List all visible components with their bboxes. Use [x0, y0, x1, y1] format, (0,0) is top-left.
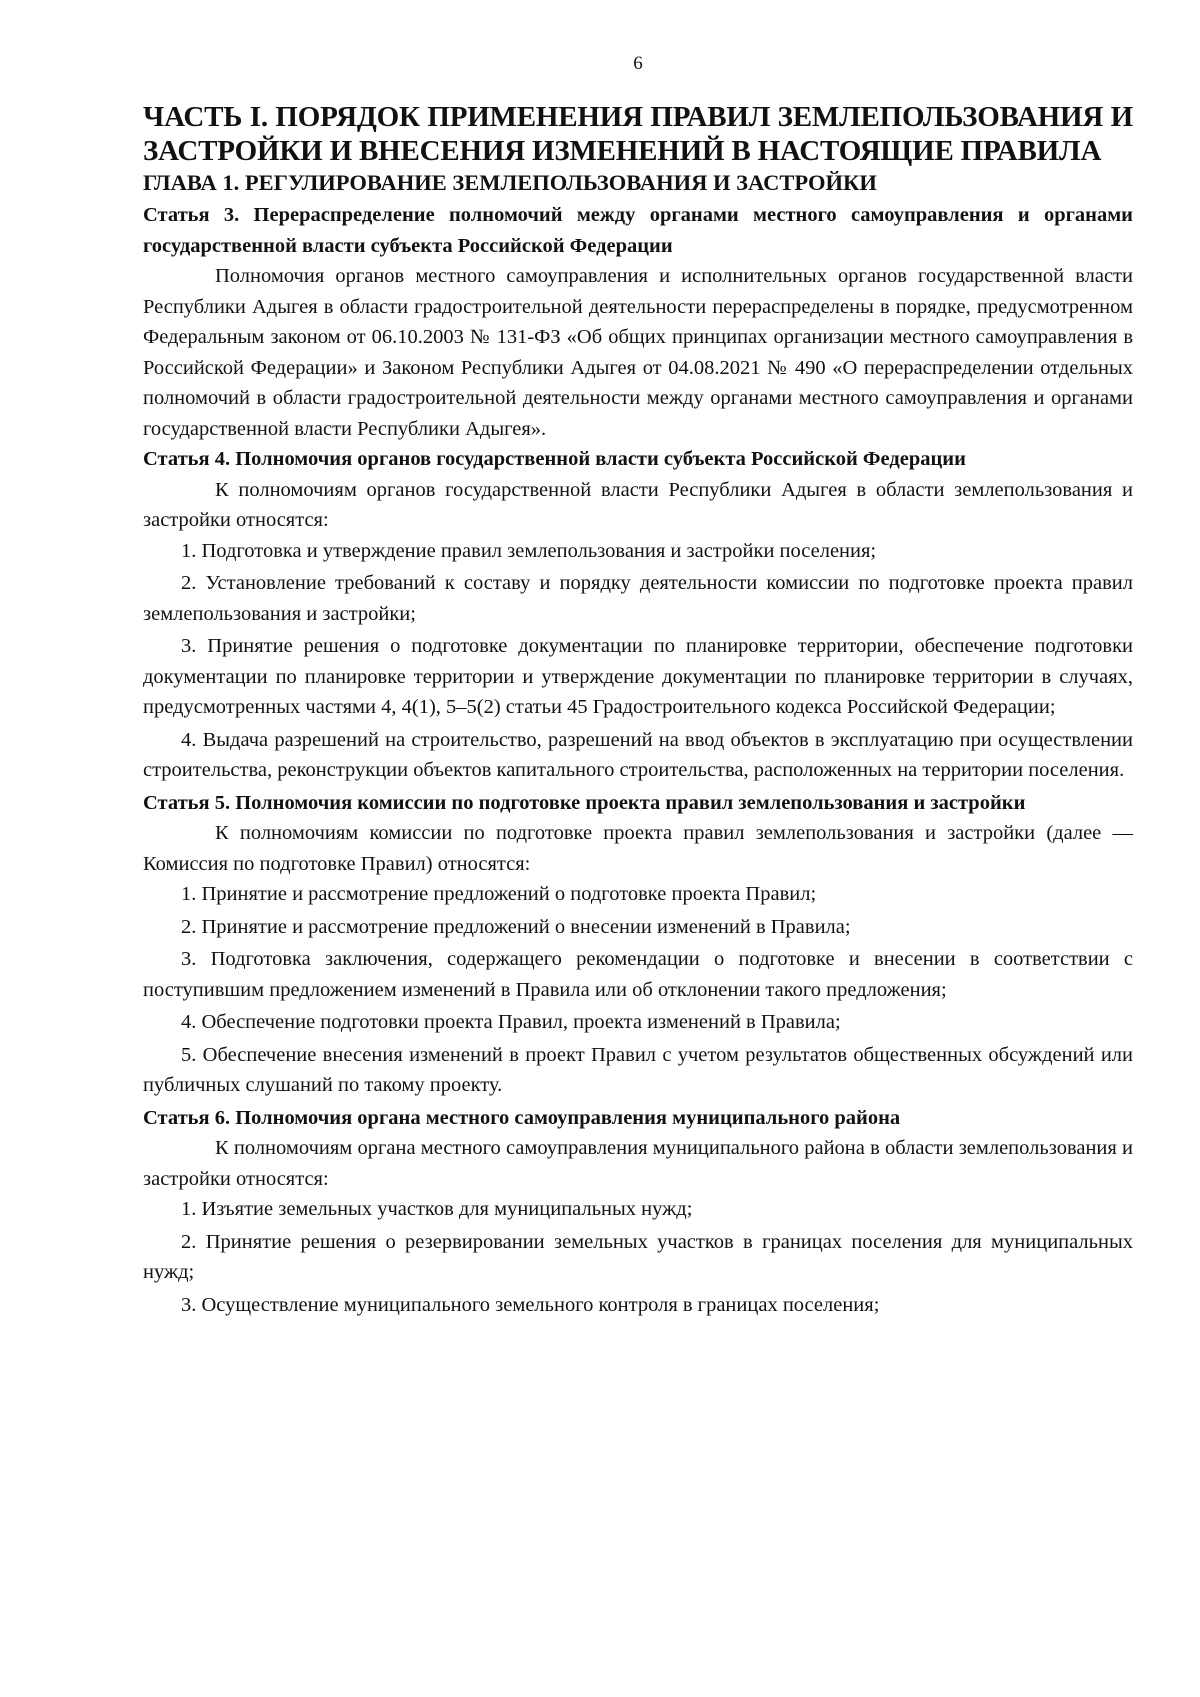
list-item: 4. Обеспечение подготовки проекта Правил, проекта изменений в Правила;: [181, 1011, 841, 1033]
article-6: [143, 1103, 1133, 1321]
part-title: ЧАСТЬ I. ПОРЯДОК ПРИМЕНЕНИЯ ПРАВИЛ ЗЕМЛЕПОЛЬЗОВАНИЯ И ЗАСТРОЙКИ И ВНЕСЕНИЯ ИЗМЕНЕНИЙ В НАСТОЯЩИЕ ПРАВИЛА: [143, 101, 1133, 167]
article-4: [143, 444, 1133, 786]
article-title: Статья 4. Полномочия органов государственной власти субъекта Российской Федерации: [143, 448, 966, 470]
article-intro: К полномочиям комиссии по подготовке проекта правил землепользования и застройки (далее — Комиссия по подготовке Правил) относятся:: [143, 822, 1133, 875]
page-number: 6: [633, 53, 643, 74]
article-intro: Полномочия органов местного самоуправления и исполнительных органов государственной власти Республики Адыгея в области градостроительной деятельности перераспределены в порядке, предусмотренном Федеральным законом от 06.10.2003 № 131-ФЗ «Об общих принципах организации местного самоуправления в Российской Федерации» и Законом Республики Адыгея от 04.08.2021 № 490 «О перераспределении отдельных полномочий в области градостроительной деятельности между органами местного самоуправления и органами государственной власти Республики Адыгея».: [143, 265, 1133, 440]
article-title: Статья 5. Полномочия комиссии по подготовке проекта правил землепользования и застройки: [143, 791, 1026, 814]
article-5: [143, 788, 1133, 1101]
list-item: 3. Осуществление муниципального земельного контроля в границах поселения;: [181, 1293, 880, 1316]
article-intro: К полномочиям органа местного самоуправления муниципального района в области землепользования и застройки относятся:: [143, 1137, 1133, 1190]
document-page: [143, 52, 1133, 1322]
article-title: Статья 3. Перераспределение полномочий между органами местного самоуправления и органами государственной власти субъекта Российской Федерации: [143, 204, 1133, 257]
list-item: 2. Принятие решения о резервировании земельных участков в границах поселения для муниципальных нужд;: [143, 1230, 1133, 1283]
list-item: 1. Подготовка и утверждение правил землепользования и застройки поселения;: [181, 539, 877, 562]
list-item: 4. Выдача разрешений на строительство, разрешений на ввод объектов в эксплуатацию при осуществлении строительства, реконструкции объектов капитального строительства, расположенных на территории поселения.: [143, 728, 1133, 781]
article-intro: К полномочиям органов государственной власти Республики Адыгея в области землепользования и застройки относятся:: [143, 478, 1133, 531]
list-item: 3. Принятие решения о подготовке документации по планировке территории, обеспечение подготовки документации по планировке территории и утверждение документации по планировке территории в случаях, предусмотренных частями 4, 4(1), 5–5(2) статьи 45 Градостроительного кодекса Российской Федерации;: [143, 635, 1133, 718]
article-3: [143, 200, 1133, 444]
list-item: 5. Обеспечение внесения изменений в проект Правил с учетом результатов общественных обсуждений или публичных слушаний по такому проекту.: [143, 1043, 1133, 1096]
list-item: 2. Установление требований к составу и порядку деятельности комиссии по подготовке проекта правил землепользования и застройки;: [143, 572, 1133, 625]
list-item: 2. Принятие и рассмотрение предложений о внесении изменений в Правила;: [181, 915, 851, 938]
article-title: Статья 6. Полномочия органа местного самоуправления муниципального района: [143, 1106, 901, 1129]
list-item: 1. Изъятие земельных участков для муниципальных нужд;: [181, 1198, 693, 1220]
list-item: 1. Принятие и рассмотрение предложений о подготовке проекта Правил;: [181, 883, 817, 905]
chapter-title: ГЛАВА 1. РЕГУЛИРОВАНИЕ ЗЕМЛЕПОЛЬЗОВАНИЯ И ЗАСТРОЙКИ: [143, 170, 877, 195]
list-item: 3. Подготовка заключения, содержащего рекомендации о подготовке и внесении в соответствии с поступившим предложением изменений в Правила или об отклонении такого предложения;: [143, 948, 1133, 1001]
